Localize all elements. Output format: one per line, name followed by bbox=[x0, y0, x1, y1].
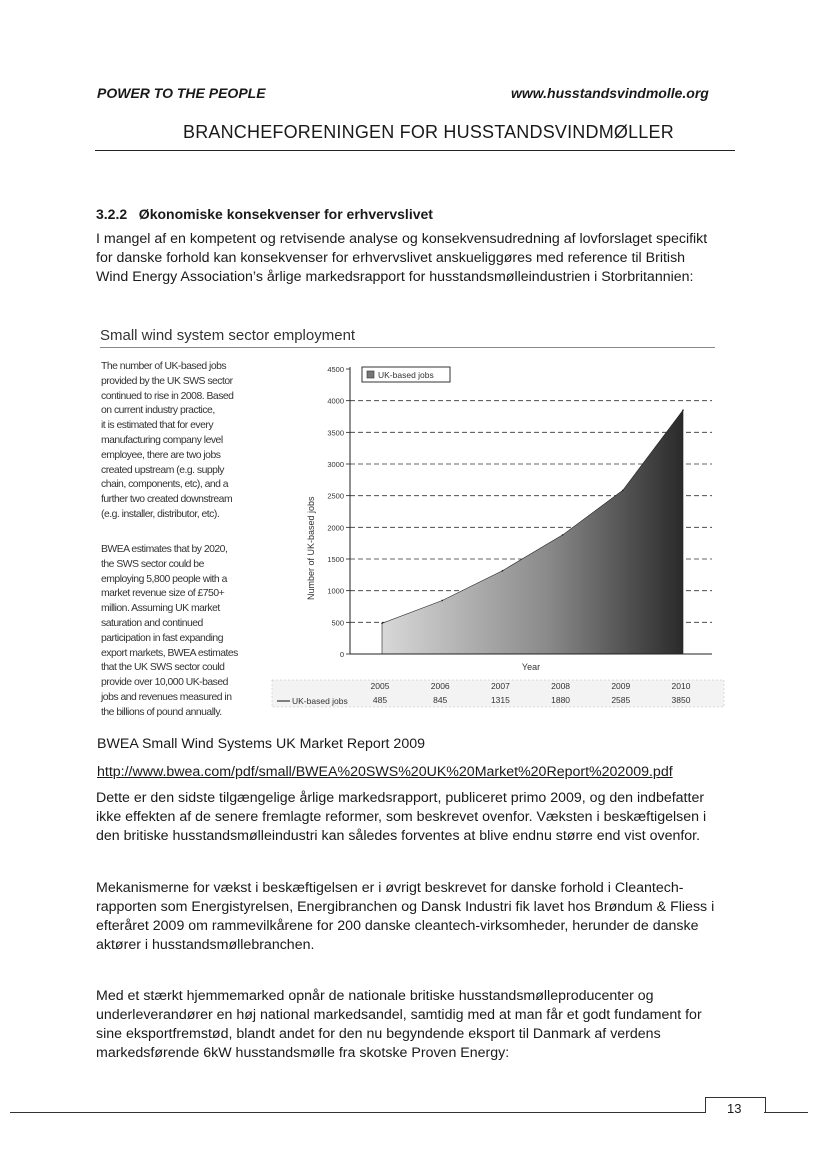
text-line: export markets, BWEA estimates bbox=[101, 647, 238, 659]
x-axis-label: Year bbox=[521, 662, 541, 672]
text-line: that the UK SWS sector could bbox=[101, 662, 225, 674]
y-tick-label: 1000 bbox=[327, 586, 344, 596]
y-tick-label: 4000 bbox=[327, 396, 344, 406]
table-year-label: 2007 bbox=[490, 681, 510, 691]
text-line: for danske forhold kan konsekvenser for erhvervslivet anskueliggøres med reference til British bbox=[96, 250, 686, 266]
y-tick-label: 4500 bbox=[327, 365, 344, 374]
y-tick-label: 1500 bbox=[327, 555, 344, 564]
table-year-label: 2006 bbox=[430, 681, 450, 691]
text-line: aktører i husstandsmøllebranchen. bbox=[96, 937, 315, 953]
source-caption: BWEA Small Wind Systems UK Market Report 2009 bbox=[97, 736, 425, 752]
body-paragraph-2 bbox=[96, 879, 736, 955]
text-line: saturation and continued bbox=[101, 617, 203, 629]
figure-title: Small wind system sector employment bbox=[100, 327, 356, 344]
y-tick-label: 500 bbox=[331, 618, 344, 628]
text-line: efteråret 2009 om rammevilkårene for 200 danske cleantech-virksomheder, herunder de danske bbox=[96, 918, 699, 934]
table-series-label: UK-based jobs bbox=[292, 696, 348, 706]
text-line: jobs and revenues measured in bbox=[101, 691, 232, 703]
chart-legend bbox=[362, 367, 450, 382]
text-line: underleverandører en høj national markedsandel, samtidig med at man får et godt fundament for bbox=[96, 1007, 702, 1023]
text-line: created upstream (e.g. supply bbox=[101, 464, 224, 476]
y-tick-label: 3000 bbox=[327, 460, 344, 469]
text-line: employee, there are two jobs bbox=[101, 449, 221, 461]
text-line: manufacturing company level bbox=[101, 434, 223, 446]
header-url[interactable]: www.husstandsvindmolle.org bbox=[511, 85, 709, 101]
text-line: Dette er den sidste tilgængelige årlige markedsrapport, publiceret primo 2009, og den indbefatter bbox=[96, 790, 705, 806]
text-line: on current industry practice, bbox=[101, 405, 215, 417]
data-point bbox=[441, 600, 443, 602]
text-line: rapporten som Energistyrelsen, Energibranchen og Dansk Industri fik lavet hos Brøndum & Fliess i bbox=[96, 899, 715, 915]
association-title: BRANCHEFORENINGEN FOR HUSSTANDSVINDMØLLER bbox=[183, 122, 674, 142]
header-title: POWER TO THE PEOPLE bbox=[97, 85, 266, 101]
table-year-label: 2008 bbox=[551, 681, 571, 691]
data-point bbox=[381, 622, 383, 624]
body-paragraph-1 bbox=[96, 789, 736, 846]
table-value-label: 1880 bbox=[551, 695, 571, 705]
table-year-label: 2010 bbox=[671, 681, 691, 691]
body-paragraph-3 bbox=[96, 987, 736, 1063]
data-point bbox=[682, 409, 684, 411]
data-point bbox=[562, 534, 564, 536]
legend-label: UK-based jobs bbox=[378, 370, 434, 380]
legend-swatch bbox=[367, 371, 374, 378]
text-line: Wind Energy Association’s årlige markedsrapport for husstandsmølleindustrien i Storbritannien: bbox=[96, 269, 694, 285]
source-link[interactable]: http://www.bwea.com/pdf/small/BWEA%20SWS%20UK%20Market%20Report%202009.pdf bbox=[97, 764, 673, 780]
y-tick-label: 2500 bbox=[327, 491, 344, 501]
text-line: ikke effekten af de senere fremlagte reformer, som beskrevet ovenfor. Væksten i beskæftigelsen i bbox=[96, 809, 707, 825]
table-value-label: 1315 bbox=[490, 695, 510, 705]
text-line: chain, components, etc), and a bbox=[101, 479, 229, 491]
text-line: the billions of pound annually. bbox=[101, 706, 222, 718]
text-line: it is estimated that for every bbox=[101, 420, 214, 432]
text-line: provided by the UK SWS sector bbox=[101, 375, 233, 387]
text-line: The number of UK-based jobs bbox=[101, 361, 227, 372]
table-value-label: 3850 bbox=[671, 695, 691, 705]
y-tick-label: 3500 bbox=[327, 428, 344, 438]
text-line: (e.g. installer, distributor, etc). bbox=[101, 508, 220, 520]
section-heading: 3.2.2 Økonomiske konsekvenser for erhvervslivet bbox=[96, 206, 433, 222]
y-tick-label: 0 bbox=[339, 650, 344, 659]
text-line: Mekanismerne for vækst i beskæftigelsen er i øvrigt beskrevet for danske forhold i Cleantech- bbox=[96, 880, 684, 896]
text-line: market revenue size of £750+ bbox=[101, 588, 225, 600]
text-line: BWEA estimates that by 2020, bbox=[101, 544, 228, 555]
table-year-label: 2009 bbox=[611, 681, 631, 691]
table-value-label: 2585 bbox=[611, 695, 631, 705]
text-line: Med et stærkt hjemmemarked opnår de nationale britiske husstandsmølleproducenter og bbox=[96, 988, 654, 1004]
series-area bbox=[382, 410, 683, 654]
text-line: sine eksportfremstød, blandt andet for den nu begyndende eksport til Danmark af verdens bbox=[96, 1026, 661, 1042]
table-year-label: 2005 bbox=[370, 681, 390, 691]
footer-rule-right bbox=[764, 1112, 808, 1113]
text-line: employing 5,800 people with a bbox=[101, 573, 227, 585]
text-line: markedsførende 6kW husstandsmølle fra skotske Proven Energy: bbox=[96, 1045, 510, 1061]
text-line: I mangel af en kompetent og retvisende analyse og konsekvensudredning af lovforslaget specifikt bbox=[96, 231, 708, 247]
text-line: den britiske husstandsmølleindustri kan således forventes at blive endnu større end vist ovenfor. bbox=[96, 828, 701, 844]
footer-rule bbox=[10, 1112, 705, 1113]
text-line: provide over 10,000 UK-based bbox=[101, 677, 228, 689]
y-tick-label: 2000 bbox=[327, 523, 344, 533]
text-line: the SWS sector could be bbox=[101, 558, 204, 570]
table-value-label: 485 bbox=[372, 695, 388, 705]
page-number: 13 bbox=[727, 1101, 742, 1116]
text-line: million. Assuming UK market bbox=[101, 603, 220, 615]
table-value-label: 845 bbox=[433, 695, 448, 705]
text-line: further two created downstream bbox=[101, 494, 233, 506]
data-point bbox=[622, 489, 624, 491]
text-line: continued to rise in 2008. Based bbox=[101, 390, 234, 402]
text-line: participation in fast expanding bbox=[101, 632, 223, 644]
y-axis-label: Number of UK-based jobs bbox=[306, 496, 316, 600]
data-point bbox=[502, 570, 504, 572]
